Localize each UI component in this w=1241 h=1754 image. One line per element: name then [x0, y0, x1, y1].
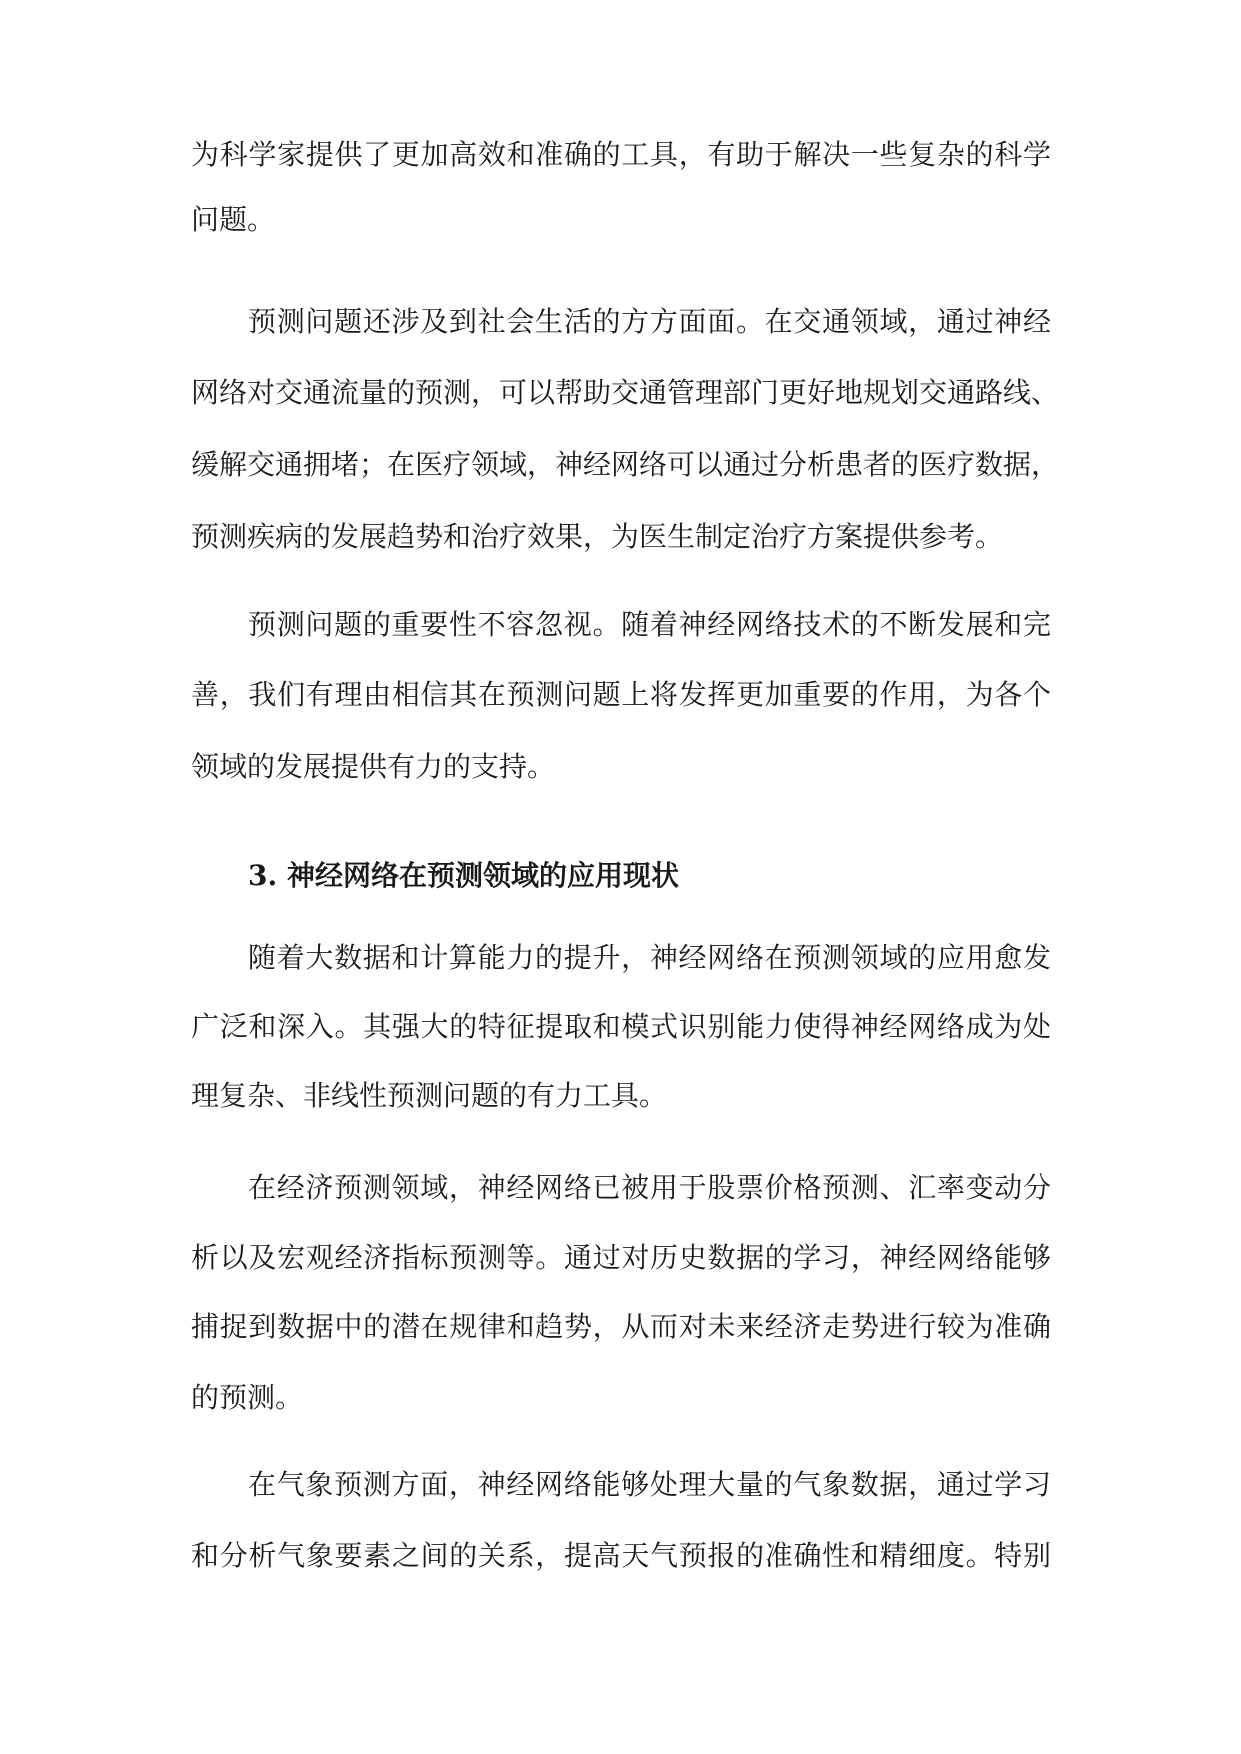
- paragraph-line: 预测疾病的发展趋势和治疗效果，为医生制定治疗方案提供参考。: [191, 520, 1004, 553]
- paragraph-line: 捕捉到数据中的潜在规律和趋势，从而对未来经济走势进行较为准确: [191, 1310, 1051, 1343]
- paragraph-line: 善，我们有理由相信其在预测问题上将发挥更加重要的作用，为各个: [191, 678, 1051, 711]
- paragraph-line: 网络对交通流量的预测，可以帮助交通管理部门更好地规划交通路线、: [191, 376, 1060, 409]
- section-heading: 3. 神经网络在预测领域的应用现状: [248, 859, 679, 892]
- paragraph-line: 问题。: [191, 203, 276, 236]
- paragraph-line: 在气象预测方面，神经网络能够处理大量的气象数据，通过学习: [248, 1468, 1051, 1501]
- paragraph-line: 为科学家提供了更加高效和准确的工具，有助于解决一些复杂的科学: [191, 138, 1051, 171]
- paragraph-line: 广泛和深入。其强大的特征提取和模式识别能力使得神经网络成为处: [191, 1010, 1051, 1043]
- paragraph-line: 析以及宏观经济指标预测等。通过对历史数据的学习，神经网络能够: [191, 1241, 1051, 1274]
- paragraph-line: 在经济预测领域，神经网络已被用于股票价格预测、汇率变动分: [248, 1171, 1051, 1204]
- paragraph-line: 的预测。: [191, 1381, 304, 1414]
- paragraph-line: 随着大数据和计算能力的提升，神经网络在预测领域的应用愈发: [248, 941, 1051, 974]
- paragraph-line: 领域的发展提供有力的支持。: [191, 750, 556, 783]
- paragraph-line: 和分析气象要素之间的关系，提高天气预报的准确性和精细度。特别: [191, 1539, 1051, 1572]
- paragraph-line: 预测问题的重要性不容忽视。随着神经网络技术的不断发展和完: [248, 608, 1051, 641]
- paragraph-line: 缓解交通拥堵；在医疗领域，神经网络可以通过分析患者的医疗数据，: [191, 448, 1060, 481]
- paragraph-line: 理复杂、非线性预测问题的有力工具。: [191, 1079, 668, 1112]
- paragraph-line: 预测问题还涉及到社会生活的方方面面。在交通领域，通过神经: [248, 305, 1051, 338]
